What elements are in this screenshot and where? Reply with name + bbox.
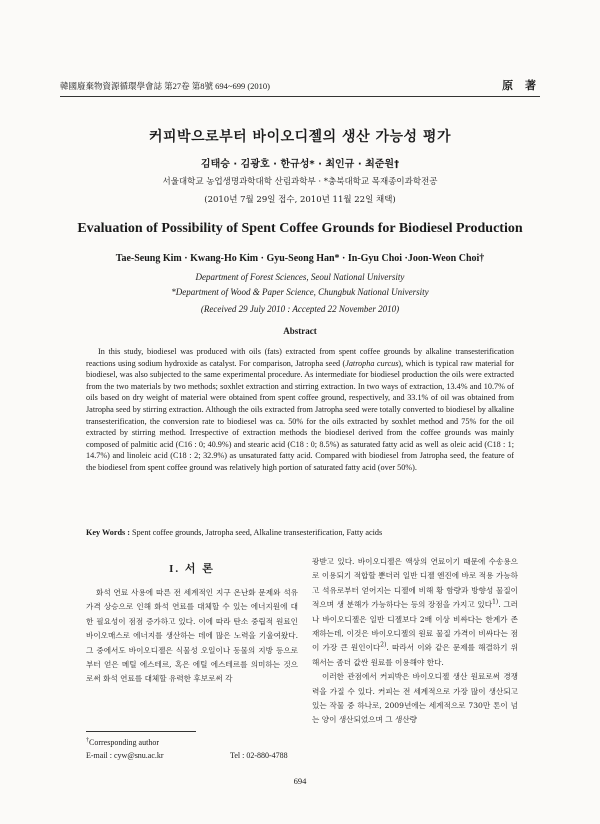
right-text-b: . 그러나 바이오디젤은 일반 디젤보다 2배 이상 비싸다는 한계가 존재하는데, 이것은 바이오디젤의 원료 물질 가격이 비싸다는 점이 가장 큰 원인이다 (312, 600, 519, 653)
dagger-mark: † (86, 737, 89, 744)
footnote-email: E-mail : cyw@snu.ac.kr (86, 751, 164, 760)
intro-paragraph-right-2: 이러한 관점에서 커피박은 바이오디젤 생산 원료로써 경쟁력을 가질 수 있다. 커피는 전 세계적으로 가장 많이 생산되고 있는 작물 중 하나로, 2009년에는 세계적으로 730만 톤이 넘는 양이 생산되었으며 그 생산량 (312, 672, 518, 725)
article-type-tag: 原 著 (502, 79, 540, 92)
keywords-text: Spent coffee grounds, Jatropha seed, Alkaline transesterification, Fatty acids (129, 528, 383, 537)
english-title: Evaluation of Possibility of Spent Coffee Grounds for Biodiesel Production (77, 221, 523, 236)
abstract-body (86, 346, 514, 474)
english-affiliation-2: *Department of Wood & Paper Science, Chungbuk National University (171, 287, 429, 297)
korean-title: 커피박으로부터 바이오디젤의 생산 가능성 평가 (149, 129, 451, 145)
footnote-tel: Tel : 02-880-4788 (230, 751, 288, 760)
page-number: 694 (293, 776, 307, 786)
english-dates: (Received 29 July 2010 : Accepted 22 November 2010) (200, 304, 400, 314)
header-rule (60, 96, 540, 97)
section-heading-intro: I. 서 론 (169, 563, 215, 575)
abstract-heading: Abstract (283, 326, 317, 336)
right-text-c: . 따라서 이와 같은 문제를 해결하기 위해서는 좀더 값싼 원료를 이용해야 한다. (312, 643, 518, 667)
ref-1: 1) (492, 598, 499, 606)
running-header (60, 80, 540, 94)
english-authors: Tae-Seung Kim · Kwang-Ho Kim · Gyu-Seong Han* · In-Gyu Choi ·Joon-Weon Choi† (115, 253, 485, 264)
footnote-rule (86, 731, 196, 732)
intro-paragraph-right-1 (312, 555, 518, 670)
korean-authors: 김태승 · 김광호 · 한규성* · 최인규 · 최준원† (200, 159, 400, 170)
footnote-label: Corresponding author (89, 738, 159, 747)
abstract-text-a: In this study, biodiesel was produced with oils (fats) extracted from spent coffee grounds by alkaline transesterification reactions using sodium hydroxide as catalyst. For comparison, Jatropha seed ( (86, 347, 514, 368)
korean-dates: (2010년 7월 29일 접수, 2010년 11월 22일 채택) (204, 195, 396, 205)
intro-paragraph-left: 화석 연료 사용에 따른 전 세계적인 지구 온난화 문제와 석유 가격 상승으로 인해 화석 연료를 대체할 수 있는 에너지원에 대한 필요성이 점점 증가하고 있다. 이에 따라 탄소 중립적 원료인 바이오매스로 에너지를 생산하는 데에 많은 노력을 기울여왔다. 그 중에서도 바이오디젤은 식물성 오일이나 동물의 지방 등으로부터 얻은 메틸 에스테르, 혹은 에틸 에스테르를 의미하는 것으로써 화석 연료를 대체할 유력한 후보로써 각 (86, 588, 298, 684)
left-column (86, 555, 298, 687)
abstract-species: Jatropha curcus (345, 358, 399, 368)
journal-citation: 韓國廢棄物資源循環學會誌 第27卷 第8號 694~699 (2010) (60, 81, 271, 91)
english-affiliation-1: Department of Forest Sciences, Seoul National University (195, 272, 405, 282)
ref-2: 2) (380, 641, 387, 649)
right-text-a: 광받고 있다. 바이오디젤은 액상의 연료이기 때문에 수송용으로 이용되기 적합할 뿐더러 일반 디젤 엔진에 바로 적용 가능하고 석유로부터 얻어지는 디젤에 비해 황 함량과 방향성 물질이 적으며 생 분해가 가능하다는 등의 장점을 가지고 있다 (312, 557, 518, 610)
korean-affiliation: 서울대학교 농업생명과학대학 산림과학부 · *충북대학교 목재종이과학전공 (162, 177, 438, 187)
keywords (86, 528, 514, 537)
abstract-text-b: ), which is typical raw material for biodiesel, was also subjected to the same experimental procedure. As intermediate for biodiesel production the oils were extracted from the two materials by two methods; soxhlet extraction and stirring extraction. In two ways of extraction, 13.4% and 10.7% of oils based on dry weight of material were obtained from spent coffee ground, respectively, and 33.1% of oil was obtained from Jatropha seed by stirring extraction. Although the oils extracted from Jatropha seed were totally converted to biodiesel by alkaline transesterification, the conversion rate to biodiesel was ca. 50% for the oils extracted by soxhlet method and 75% for the oil extracted by stirring method. Irrespective of extraction methods the biodiesel derived from the coffee grounds was mainly composed of palmitic acid (C16 : 0; 40.9%) and stearic acid (C18 : 0; 8.5%) as saturated fatty acid as well as oleic acid (C18 : 1; 14.7%) and linoleic acid (C18 : 2; 32.9%) as unsaturated fatty acid. Compared with biodiesel from Jatropha seed, the feature of the biodiesel from spent coffee ground was relatively high portion of saturated fatty acid (over 50%). (86, 358, 514, 472)
right-column (312, 555, 518, 728)
keywords-label: Key Words : (86, 528, 130, 537)
footnote-corresponding (86, 738, 159, 747)
